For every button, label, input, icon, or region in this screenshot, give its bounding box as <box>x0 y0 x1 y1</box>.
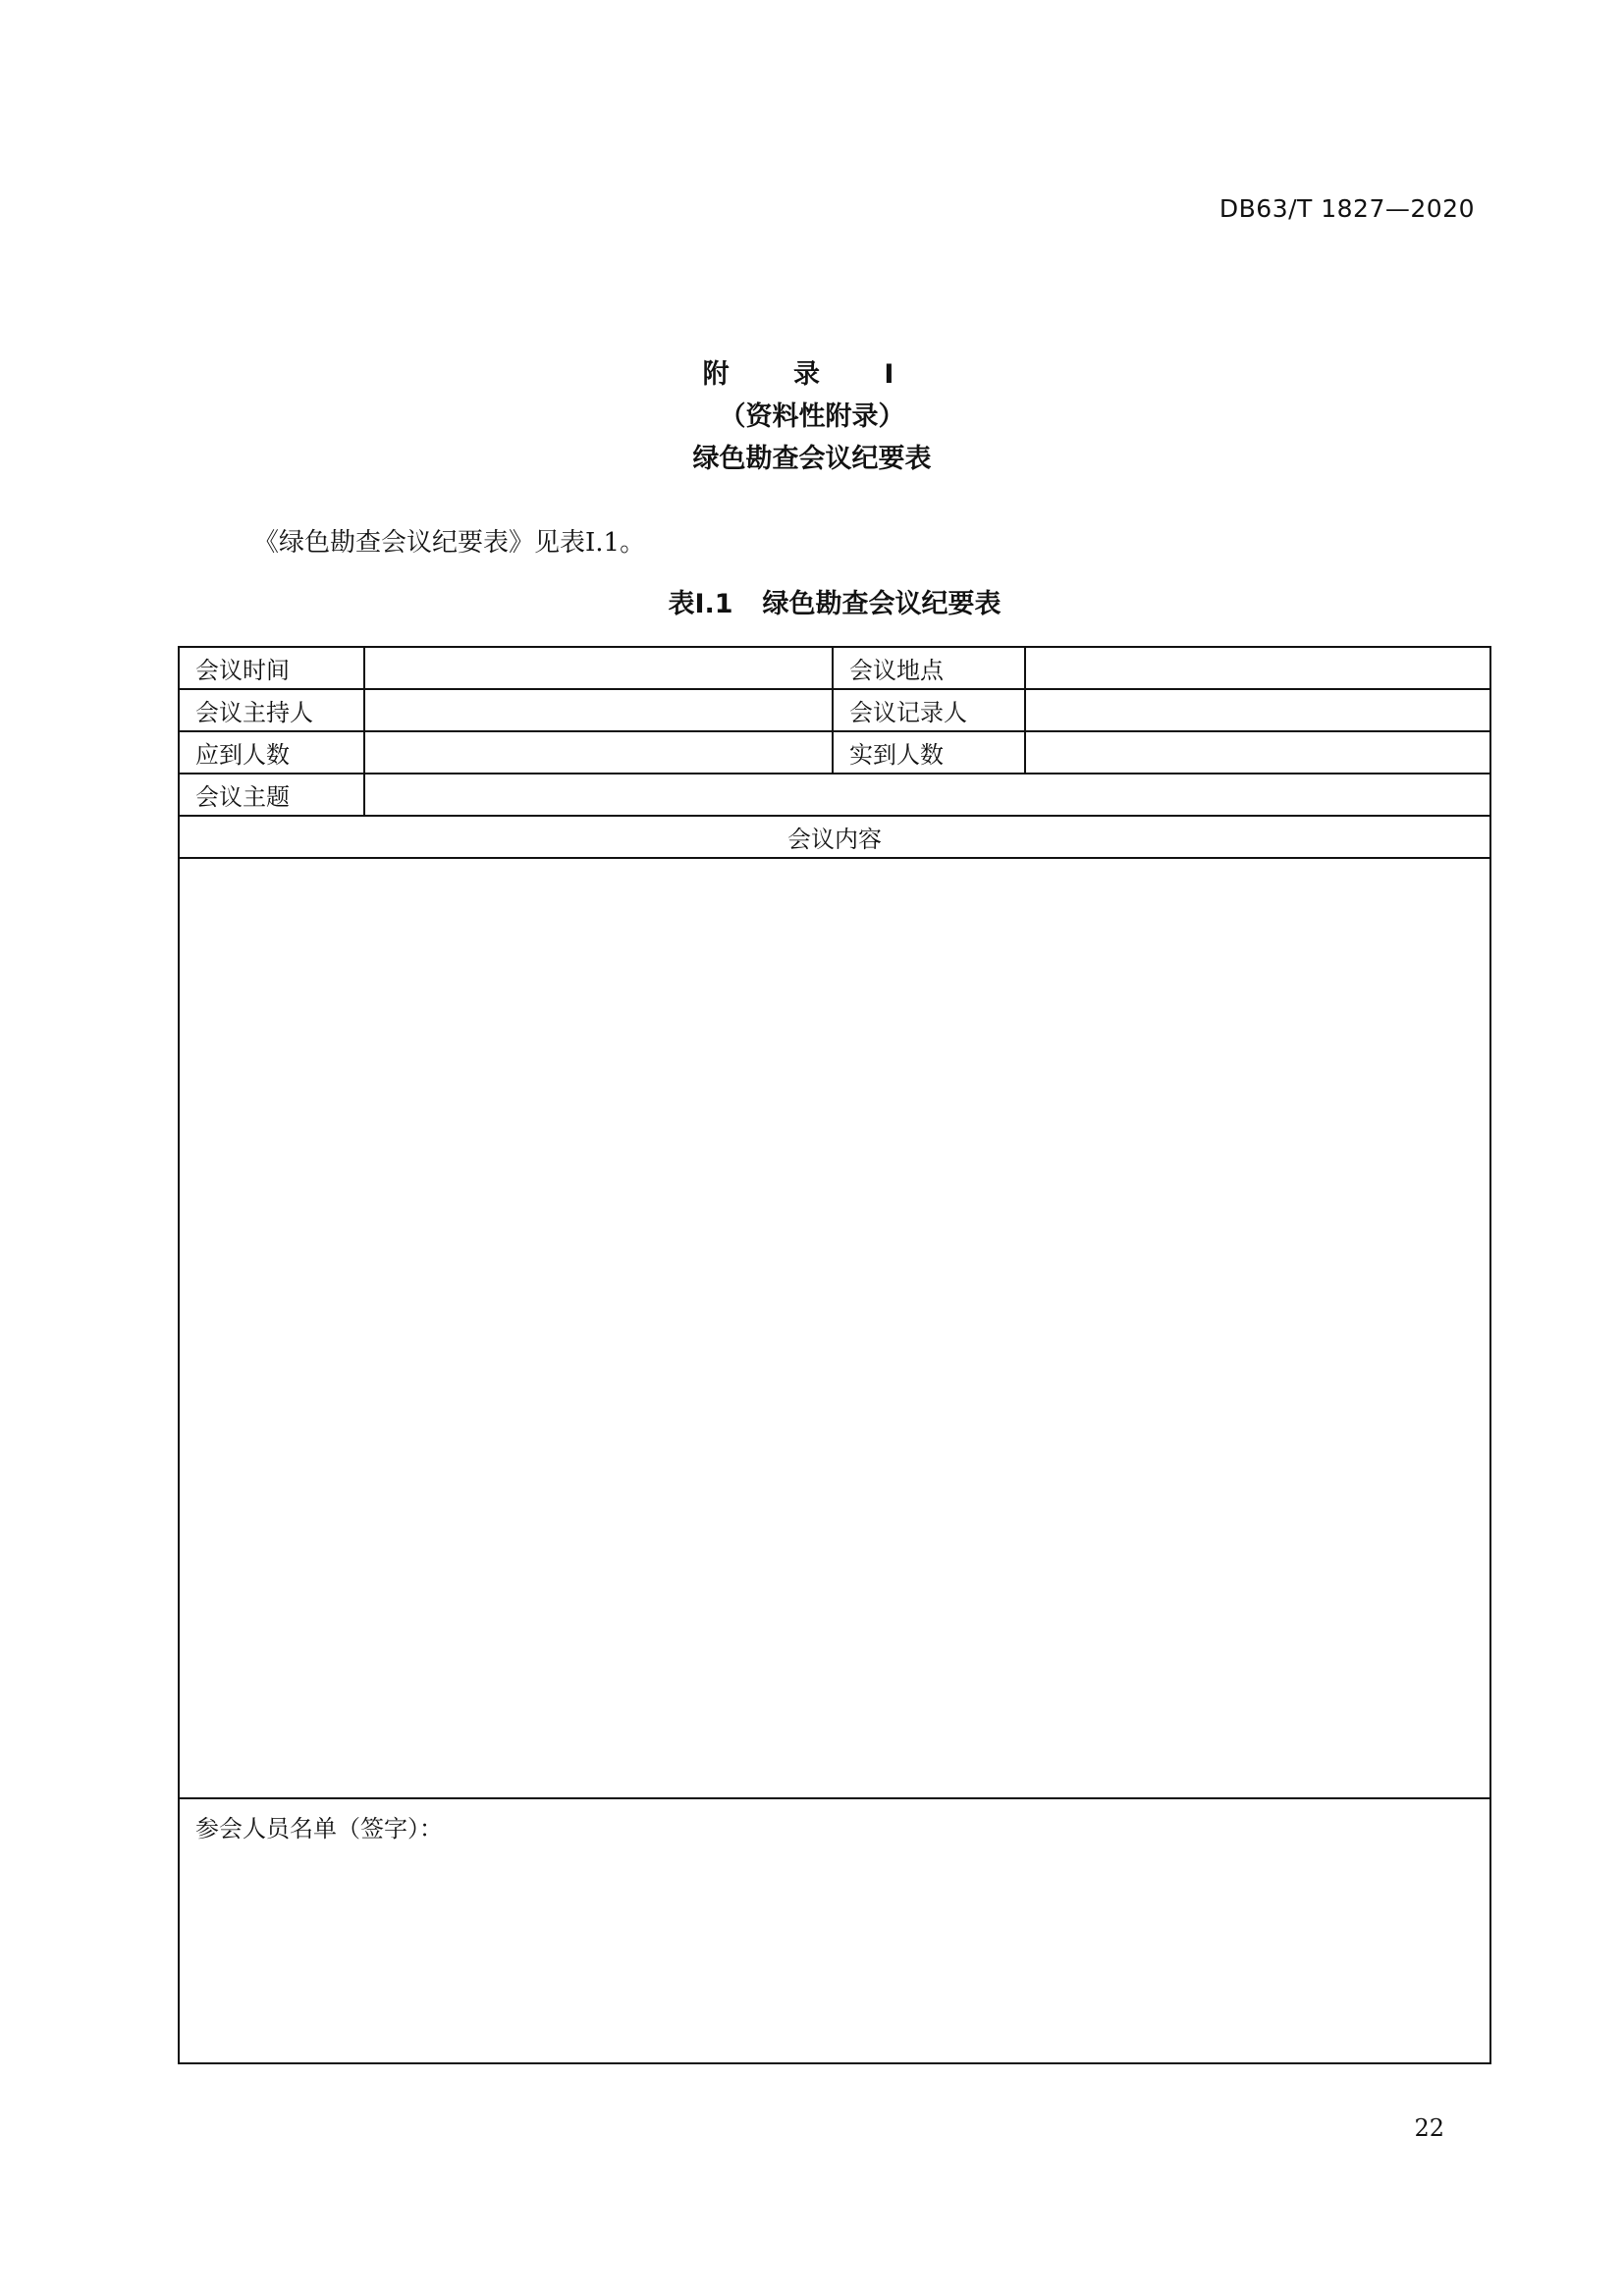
meeting-content-header: 会议内容 <box>179 816 1490 858</box>
table-caption <box>0 582 1624 620</box>
meeting-place-label: 会议地点 <box>833 647 1025 689</box>
meeting-host-field[interactable] <box>364 689 833 731</box>
meeting-topic-field[interactable] <box>364 774 1490 816</box>
meeting-host-label: 会议主持人 <box>179 689 364 731</box>
table-row <box>179 816 1490 858</box>
table-caption-title: 绿色勘查会议纪要表 <box>762 589 1001 619</box>
attendee-list-label: 参会人员名单（签字）： <box>195 1815 443 1842</box>
table-row <box>179 731 1490 774</box>
table-row <box>179 1798 1490 2063</box>
meeting-place-field[interactable] <box>1025 647 1490 689</box>
page-number: 22 <box>1414 2114 1444 2142</box>
expected-count-field[interactable] <box>364 731 833 774</box>
meeting-time-field[interactable] <box>364 647 833 689</box>
actual-count-label: 实到人数 <box>833 731 1025 774</box>
appendix-title: 附 录 I <box>702 359 922 390</box>
meeting-topic-label: 会议主题 <box>179 774 364 816</box>
intro-paragraph: 《绿色勘查会议纪要表》见表I.1。 <box>253 528 646 558</box>
appendix-name: 绿色勘查会议纪要表 <box>692 444 932 474</box>
actual-count-field[interactable] <box>1025 731 1490 774</box>
table-row <box>179 774 1490 816</box>
attendee-list-cell[interactable] <box>179 1798 1490 2063</box>
standard-code: DB63/T 1827—2020 <box>1218 194 1475 223</box>
appendix-heading <box>0 353 1624 480</box>
meeting-content-field[interactable] <box>179 858 1490 1798</box>
meeting-minutes-table <box>178 646 1491 2064</box>
table-row <box>179 647 1490 689</box>
meeting-time-label: 会议时间 <box>179 647 364 689</box>
appendix-type: （资料性附录） <box>719 401 905 432</box>
table-row <box>179 689 1490 731</box>
meeting-recorder-label: 会议记录人 <box>833 689 1025 731</box>
expected-count-label: 应到人数 <box>179 731 364 774</box>
meeting-recorder-field[interactable] <box>1025 689 1490 731</box>
table-caption-number: 表I.1 <box>668 589 733 619</box>
table-row <box>179 858 1490 1798</box>
